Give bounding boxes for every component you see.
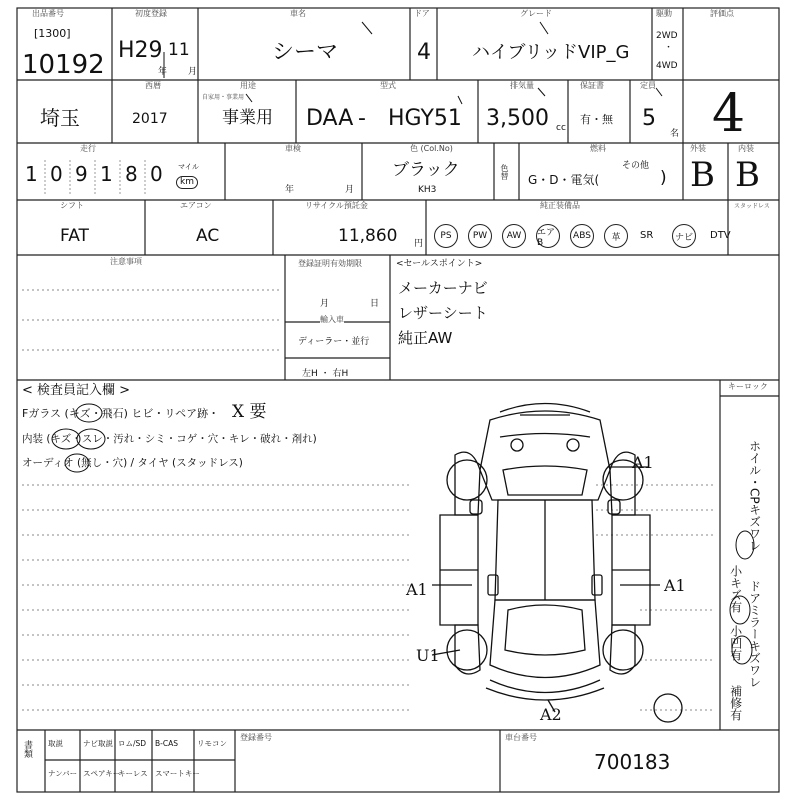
damage-mark-rear: A2 — [540, 705, 562, 724]
equipment-item: ナビ — [672, 224, 696, 248]
damage-mark-right: A1 — [664, 576, 686, 595]
inspection-label: 車検 — [285, 144, 301, 153]
expiry-day: 日 — [370, 299, 380, 309]
inspector-title: < 検査員記入欄 > — [22, 383, 131, 398]
interior-label: 内装 — [738, 144, 754, 153]
footer-items-top — [45, 736, 235, 756]
model-year: 2017 — [132, 111, 168, 127]
sales-point-item: 純正AW — [398, 329, 453, 347]
score-label: 評価点 — [710, 9, 734, 18]
equipment-item: PW — [468, 224, 492, 248]
use-label: 用途 — [240, 81, 256, 90]
mileage-label: 走行 — [80, 144, 96, 153]
model-code: HGY51 — [388, 106, 462, 131]
side-note-minor-dent: 小凹有 — [728, 625, 743, 661]
side-note-mirror: ドアミラーキズワレ — [747, 580, 762, 688]
equipment-item: エアB — [536, 224, 560, 248]
use-note: 自家用・事業用 — [202, 94, 245, 101]
dealer-parallel: ディーラー・並行 — [298, 337, 370, 347]
shift-value: FAT — [60, 226, 89, 246]
drive-label: 駆動 — [656, 9, 672, 18]
fuel-close: ) — [660, 168, 667, 188]
document-item: スペアキー — [83, 769, 121, 778]
insp-year: 年 — [285, 185, 295, 195]
ac-label: エアコン — [180, 201, 212, 210]
registration-label: 初度登録 — [135, 9, 167, 18]
exterior-grade: B — [690, 155, 715, 195]
mileage-digit: 0 — [150, 162, 163, 186]
document-item: スマートキー — [155, 769, 200, 778]
door-label: ドア — [414, 9, 430, 18]
shift-label: シフト — [60, 201, 84, 210]
grade: ハイブリッドVIP_G — [472, 42, 630, 63]
import-label: 輸入車 — [320, 315, 344, 324]
inspector-line1: Fガラス (キズ・飛石) ヒビ・リペア跡・ — [22, 407, 220, 420]
cc-unit: cc — [556, 123, 566, 133]
drive-2wd: 2WD — [656, 31, 678, 41]
capacity-unit: 名 — [670, 129, 680, 139]
recycle-value: 11,860 — [338, 226, 398, 246]
document-item: B-CAS — [155, 739, 178, 748]
fuel-types: G・D・電気( — [528, 173, 600, 187]
steering: 左H ・ 右H — [302, 369, 349, 379]
grade-label: グレード — [520, 9, 552, 18]
document-item: キーレス — [118, 769, 148, 778]
equipment-item: DTV — [710, 230, 731, 241]
document-item: ナンバー — [48, 769, 78, 778]
inspector-line1-mark: X 要 — [232, 402, 267, 422]
expiry-month: 月 — [320, 299, 330, 309]
sales-point-item: メーカーナビ — [398, 279, 488, 297]
equipment-item: 革 — [604, 224, 628, 248]
inspector-line2: 内装 (キズ・スレ・汚れ・シミ・コゲ・穴・キレ・破れ・剤れ) — [22, 433, 317, 445]
drive-4wd: 4WD — [656, 61, 678, 71]
lot-label: 出品番号 — [32, 9, 64, 18]
sales-point-label: <セールスポイント> — [396, 259, 483, 269]
color-label: 色 (Col.No) — [410, 144, 453, 153]
color-change: 色替 — [500, 164, 509, 180]
mileage-unit-mile: マイル — [178, 163, 199, 171]
keylock-label: キーロック — [728, 382, 768, 391]
doors: 4 — [417, 40, 431, 65]
equipment-item: ABS — [570, 224, 594, 248]
recycle-label: リサイクル預託金 — [305, 201, 368, 210]
docs-label: 書類 — [22, 740, 32, 758]
model-label: 型式 — [380, 81, 396, 90]
lot-prefix: [1300] — [34, 27, 71, 40]
chassis-number: 700183 — [594, 750, 671, 774]
score-value: 4 — [712, 84, 746, 144]
year-label: 西暦 — [145, 81, 161, 90]
damage-mark-left: A1 — [406, 580, 428, 599]
warranty: 有・無 — [580, 113, 613, 126]
vehicle-use: 事業用 — [222, 108, 273, 128]
equipment-item: SR — [640, 230, 654, 241]
fuel-label: 燃料 — [590, 144, 606, 153]
caution-label: 注意事項 — [110, 257, 142, 266]
damage-mark-front-right: A1 — [632, 453, 654, 472]
interior-grade: B — [735, 155, 760, 195]
equipment-item: PS — [434, 224, 458, 248]
damage-mark-rear-left: U1 — [416, 646, 440, 665]
side-note-wheel: ホイル・CPキズワレ — [747, 440, 762, 552]
model-dash: - — [358, 106, 366, 131]
equipment-item: AW — [502, 224, 526, 248]
chassis-label: 車台番号 — [505, 733, 537, 742]
reg-no-label: 登録番号 — [240, 733, 272, 742]
mileage-digit: 0 — [50, 162, 63, 186]
mileage-digit: 8 — [125, 162, 138, 186]
equipment-label: 純正装備品 — [540, 201, 580, 210]
side-note-repair: 補修有 — [728, 685, 743, 721]
era-year: H29 — [118, 38, 163, 63]
document-item: ナビ取説 — [83, 739, 113, 748]
document-item: リモコン — [197, 739, 227, 748]
reg-expiry-label: 登録証明有効期限 — [298, 259, 362, 268]
exterior-label: 外装 — [690, 144, 706, 153]
sales-point-item: レザーシート — [398, 304, 488, 322]
color-name: ブラック — [392, 160, 460, 180]
yen-unit: 円 — [414, 239, 424, 249]
reg-month: 11 — [168, 40, 190, 60]
warranty-label: 保証書 — [580, 81, 604, 90]
displacement: 3,500 — [486, 106, 549, 131]
mileage-digit: 1 — [25, 162, 38, 186]
side-note-minor-scratch: 小キズ有 — [728, 565, 743, 613]
document-item: 取説 — [48, 739, 63, 748]
mileage-digit: 1 — [100, 162, 113, 186]
inspector-line3: オーディオ (無し・穴) / タイヤ (スタッドレス) — [22, 457, 243, 469]
car-name-label: 車名 — [290, 9, 306, 18]
ac-value: AC — [196, 226, 220, 246]
displacement-label: 排気量 — [510, 81, 534, 90]
insp-month: 月 — [345, 185, 355, 195]
car-name: シーマ — [272, 40, 339, 65]
drive-sep: ・ — [664, 43, 674, 53]
region: 埼玉 — [40, 106, 80, 130]
year-unit: 年 — [158, 67, 168, 77]
mileage-digit: 9 — [75, 162, 88, 186]
month-unit: 月 — [188, 67, 198, 77]
studless-label: スタッドレス — [734, 203, 770, 210]
footer-items-bottom — [45, 766, 235, 786]
mileage-unit-km: km — [176, 176, 198, 189]
document-item: ロム/SD — [118, 739, 147, 748]
capacity-label: 定員 — [640, 81, 656, 90]
color-no: KH3 — [418, 185, 437, 195]
fuel-other: その他 — [622, 161, 650, 171]
lot-number: 10192 — [22, 50, 105, 80]
model-prefix: DAA — [306, 106, 354, 131]
capacity: 5 — [642, 106, 656, 131]
